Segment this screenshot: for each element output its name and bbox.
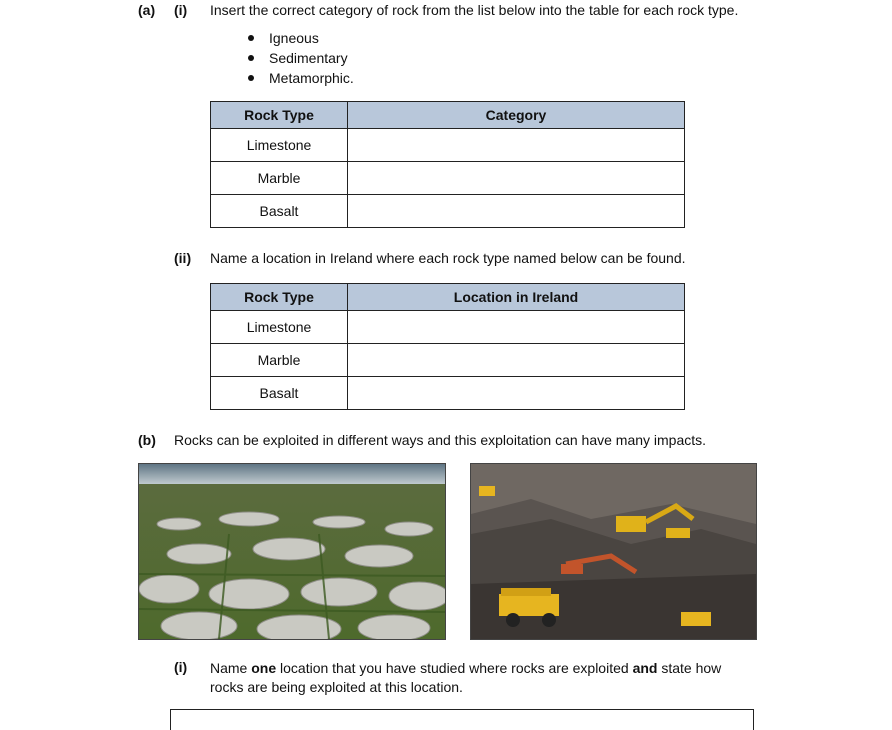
quarry-mining-image	[471, 464, 756, 639]
rock-type-cell: Limestone	[211, 311, 348, 344]
bullet-icon	[248, 75, 254, 81]
rock-type-cell: Marble	[211, 344, 348, 377]
column-header-rock-type: Rock Type	[211, 284, 348, 311]
list-item-label: Igneous	[269, 30, 319, 46]
rock-location-table	[210, 283, 685, 410]
question-text: state how rocks are being exploited at this location.	[210, 660, 722, 695]
part-a-i-question: Insert the correct category of rock from the list below into the table for each rock type.	[210, 2, 739, 18]
location-answer-cell[interactable]	[348, 377, 685, 410]
category-list	[248, 28, 354, 88]
column-header-rock-type: Rock Type	[211, 102, 348, 129]
part-a-i-label: (i)	[174, 2, 188, 18]
question-text: Name	[210, 660, 252, 676]
bullet-icon	[248, 55, 254, 61]
list-item	[248, 28, 354, 48]
list-item	[248, 48, 354, 68]
column-header-location: Location in Ireland	[348, 284, 685, 311]
category-answer-cell[interactable]	[348, 129, 685, 162]
category-answer-cell[interactable]	[348, 195, 685, 228]
part-b-intro: Rocks can be exploited in different ways and this exploitation can have many impacts.	[174, 432, 707, 448]
rock-type-cell: Basalt	[211, 195, 348, 228]
bullet-icon	[248, 35, 254, 41]
table-header-row	[211, 102, 685, 129]
rock-type-cell: Limestone	[211, 129, 348, 162]
location-answer-cell[interactable]	[348, 311, 685, 344]
rock-category-table	[210, 101, 685, 228]
quarry-mining-photo	[470, 463, 757, 640]
rock-type-cell: Basalt	[211, 377, 348, 410]
part-b-label: (b)	[138, 432, 156, 448]
part-a-ii-label: (ii)	[174, 250, 192, 266]
limestone-pavement-photo	[138, 463, 446, 640]
location-answer-cell[interactable]	[348, 344, 685, 377]
column-header-category: Category	[348, 102, 685, 129]
question-text: location that you have studied where rocks are exploited	[276, 660, 633, 676]
list-item-label: Metamorphic.	[269, 70, 354, 86]
part-a-ii-question: Name a location in Ireland where each rock type named below can be found.	[210, 250, 686, 266]
part-b-i-label: (i)	[174, 659, 188, 675]
table-row	[211, 344, 685, 377]
table-row	[211, 195, 685, 228]
question-emphasis: and	[632, 660, 658, 676]
part-b-i-question	[210, 659, 750, 697]
question-emphasis: one	[251, 660, 277, 676]
table-row	[211, 129, 685, 162]
table-row	[211, 162, 685, 195]
table-header-row	[211, 284, 685, 311]
rock-type-cell: Marble	[211, 162, 348, 195]
part-a-label: (a)	[138, 2, 156, 18]
answer-box[interactable]	[170, 709, 754, 730]
limestone-pavement-image	[139, 464, 445, 639]
category-answer-cell[interactable]	[348, 162, 685, 195]
list-item	[248, 68, 354, 88]
table-row	[211, 377, 685, 410]
table-row	[211, 311, 685, 344]
list-item-label: Sedimentary	[269, 50, 348, 66]
